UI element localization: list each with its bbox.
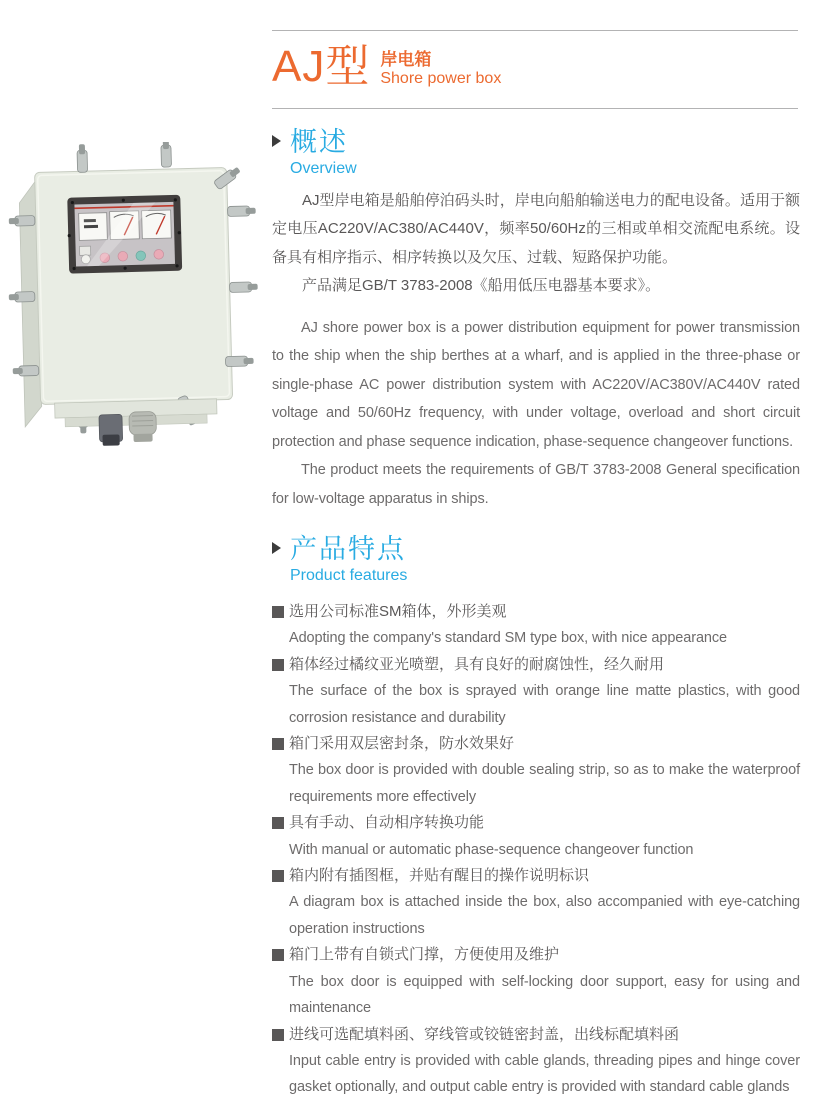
feature-en-text: With manual or automatic phase-sequence changeover function (289, 841, 694, 858)
page-header (272, 44, 501, 90)
feature-en-text: The surface of the box is sprayed with orange line matte plastics, with good corrosion resistance and durability (289, 683, 800, 726)
feature-en-text: A diagram box is attached inside the box, also accompanied with eye-catching operation instructions (289, 894, 800, 937)
feature-item (272, 599, 800, 652)
feature-item (272, 731, 800, 810)
section-marker-icon (272, 542, 281, 554)
section-overview (272, 126, 800, 513)
feature-item (272, 863, 800, 942)
bullet-square-icon (272, 870, 284, 882)
product-subtitle (380, 50, 501, 89)
overview-heading (272, 126, 800, 179)
bullet-square-icon (272, 1029, 284, 1041)
feature-cn-line (272, 731, 800, 757)
feature-cn-text: 进线可选配填料函、穿线管或铰链密封盖，出线标配填料函 (289, 1025, 680, 1043)
overview-paragraph-en-1: AJ shore power box is a power distribution equipment for power transmission to the ship when the ship berthes at a wharf, and is applied in the three-phase or single-phase AC power distribution system with AC220V/AC380V/AC440V rated voltage and 50/60Hz frequency, with under voltage, overload and short circuit protection and phase sequence indication, phase-sequence changeover functions. (272, 319, 800, 450)
feature-cn-line (272, 810, 800, 836)
bullet-square-icon (272, 817, 284, 829)
features-title-cn: 产品特点 (290, 534, 406, 564)
features-heading (272, 533, 800, 586)
product-photo (8, 142, 258, 462)
feature-item (272, 810, 800, 863)
product-name-cn: 岸电箱 (380, 50, 432, 69)
feature-en-text: The box door is equipped with self-locking door support, easy for using and maintenance (289, 973, 800, 1017)
overview-paragraph-cn-1: AJ型岸电箱是船舶停泊码头时，岸电向船舶输送电力的配电设备。适用于额定电压AC220V/AC380/AC440V，频率50/60Hz的三相或单相交流配电系统。设备具有相序指示、相序转换以及欠压、过载、短路保护功能。 (272, 192, 800, 266)
product-model: AJ型 (272, 42, 371, 91)
feature-item (272, 652, 800, 731)
feature-cn-line (272, 599, 800, 625)
feature-cn-line (272, 863, 800, 889)
overview-paragraph-en-2: The product meets the requirements of GB/T 3783-2008 General specification for low-voltage apparatus in ships. (272, 462, 800, 507)
section-marker-icon (272, 135, 281, 147)
bullet-square-icon (272, 659, 284, 671)
feature-en-text: Input cable entry is provided with cable glands, threading pipes and hinge cover gasket optionally, and output cable entry is provided with standard cable glands (289, 1052, 800, 1096)
product-name-en: Shore power box (380, 70, 502, 87)
feature-cn-line (272, 652, 800, 678)
feature-cn-text: 箱门采用双层密封条，防水效果好 (289, 735, 515, 753)
feature-item (272, 1022, 800, 1101)
feature-cn-line (272, 942, 800, 968)
overview-title-cn: 概述 (290, 127, 348, 157)
top-rule (272, 30, 798, 31)
overview-paragraph-cn-2: 产品满足GB/T 3783-2008《船用低压电器基本要求》。 (302, 277, 661, 295)
bullet-square-icon (272, 949, 284, 961)
feature-cn-text: 箱体经过橘纹亚光喷塑，具有良好的耐腐蚀性，经久耐用 (289, 655, 665, 673)
feature-item (272, 942, 800, 1021)
shore-power-box-illustration (8, 142, 258, 462)
overview-title-en: Overview (290, 160, 357, 177)
feature-en-text: The box door is provided with double sealing strip, so as to make the waterproof requirements more effectively (289, 762, 800, 805)
feature-en-text: Adopting the company's standard SM type box, with nice appearance (289, 630, 727, 647)
bullet-square-icon (272, 606, 284, 618)
features-title-en: Product features (290, 567, 408, 584)
bullet-square-icon (272, 738, 284, 750)
feature-cn-text: 具有手动、自动相序转换功能 (289, 814, 485, 832)
feature-cn-text: 选用公司标准SM箱体，外形美观 (289, 603, 507, 620)
feature-cn-line (272, 1022, 800, 1048)
feature-cn-text: 箱门上带有自锁式门撑，方便使用及维护 (289, 946, 560, 964)
feature-cn-text: 箱内附有插图框，并贴有醒目的操作说明标识 (289, 867, 590, 885)
feature-list (272, 599, 800, 1101)
header-rule (272, 108, 798, 109)
section-features (272, 533, 800, 1101)
